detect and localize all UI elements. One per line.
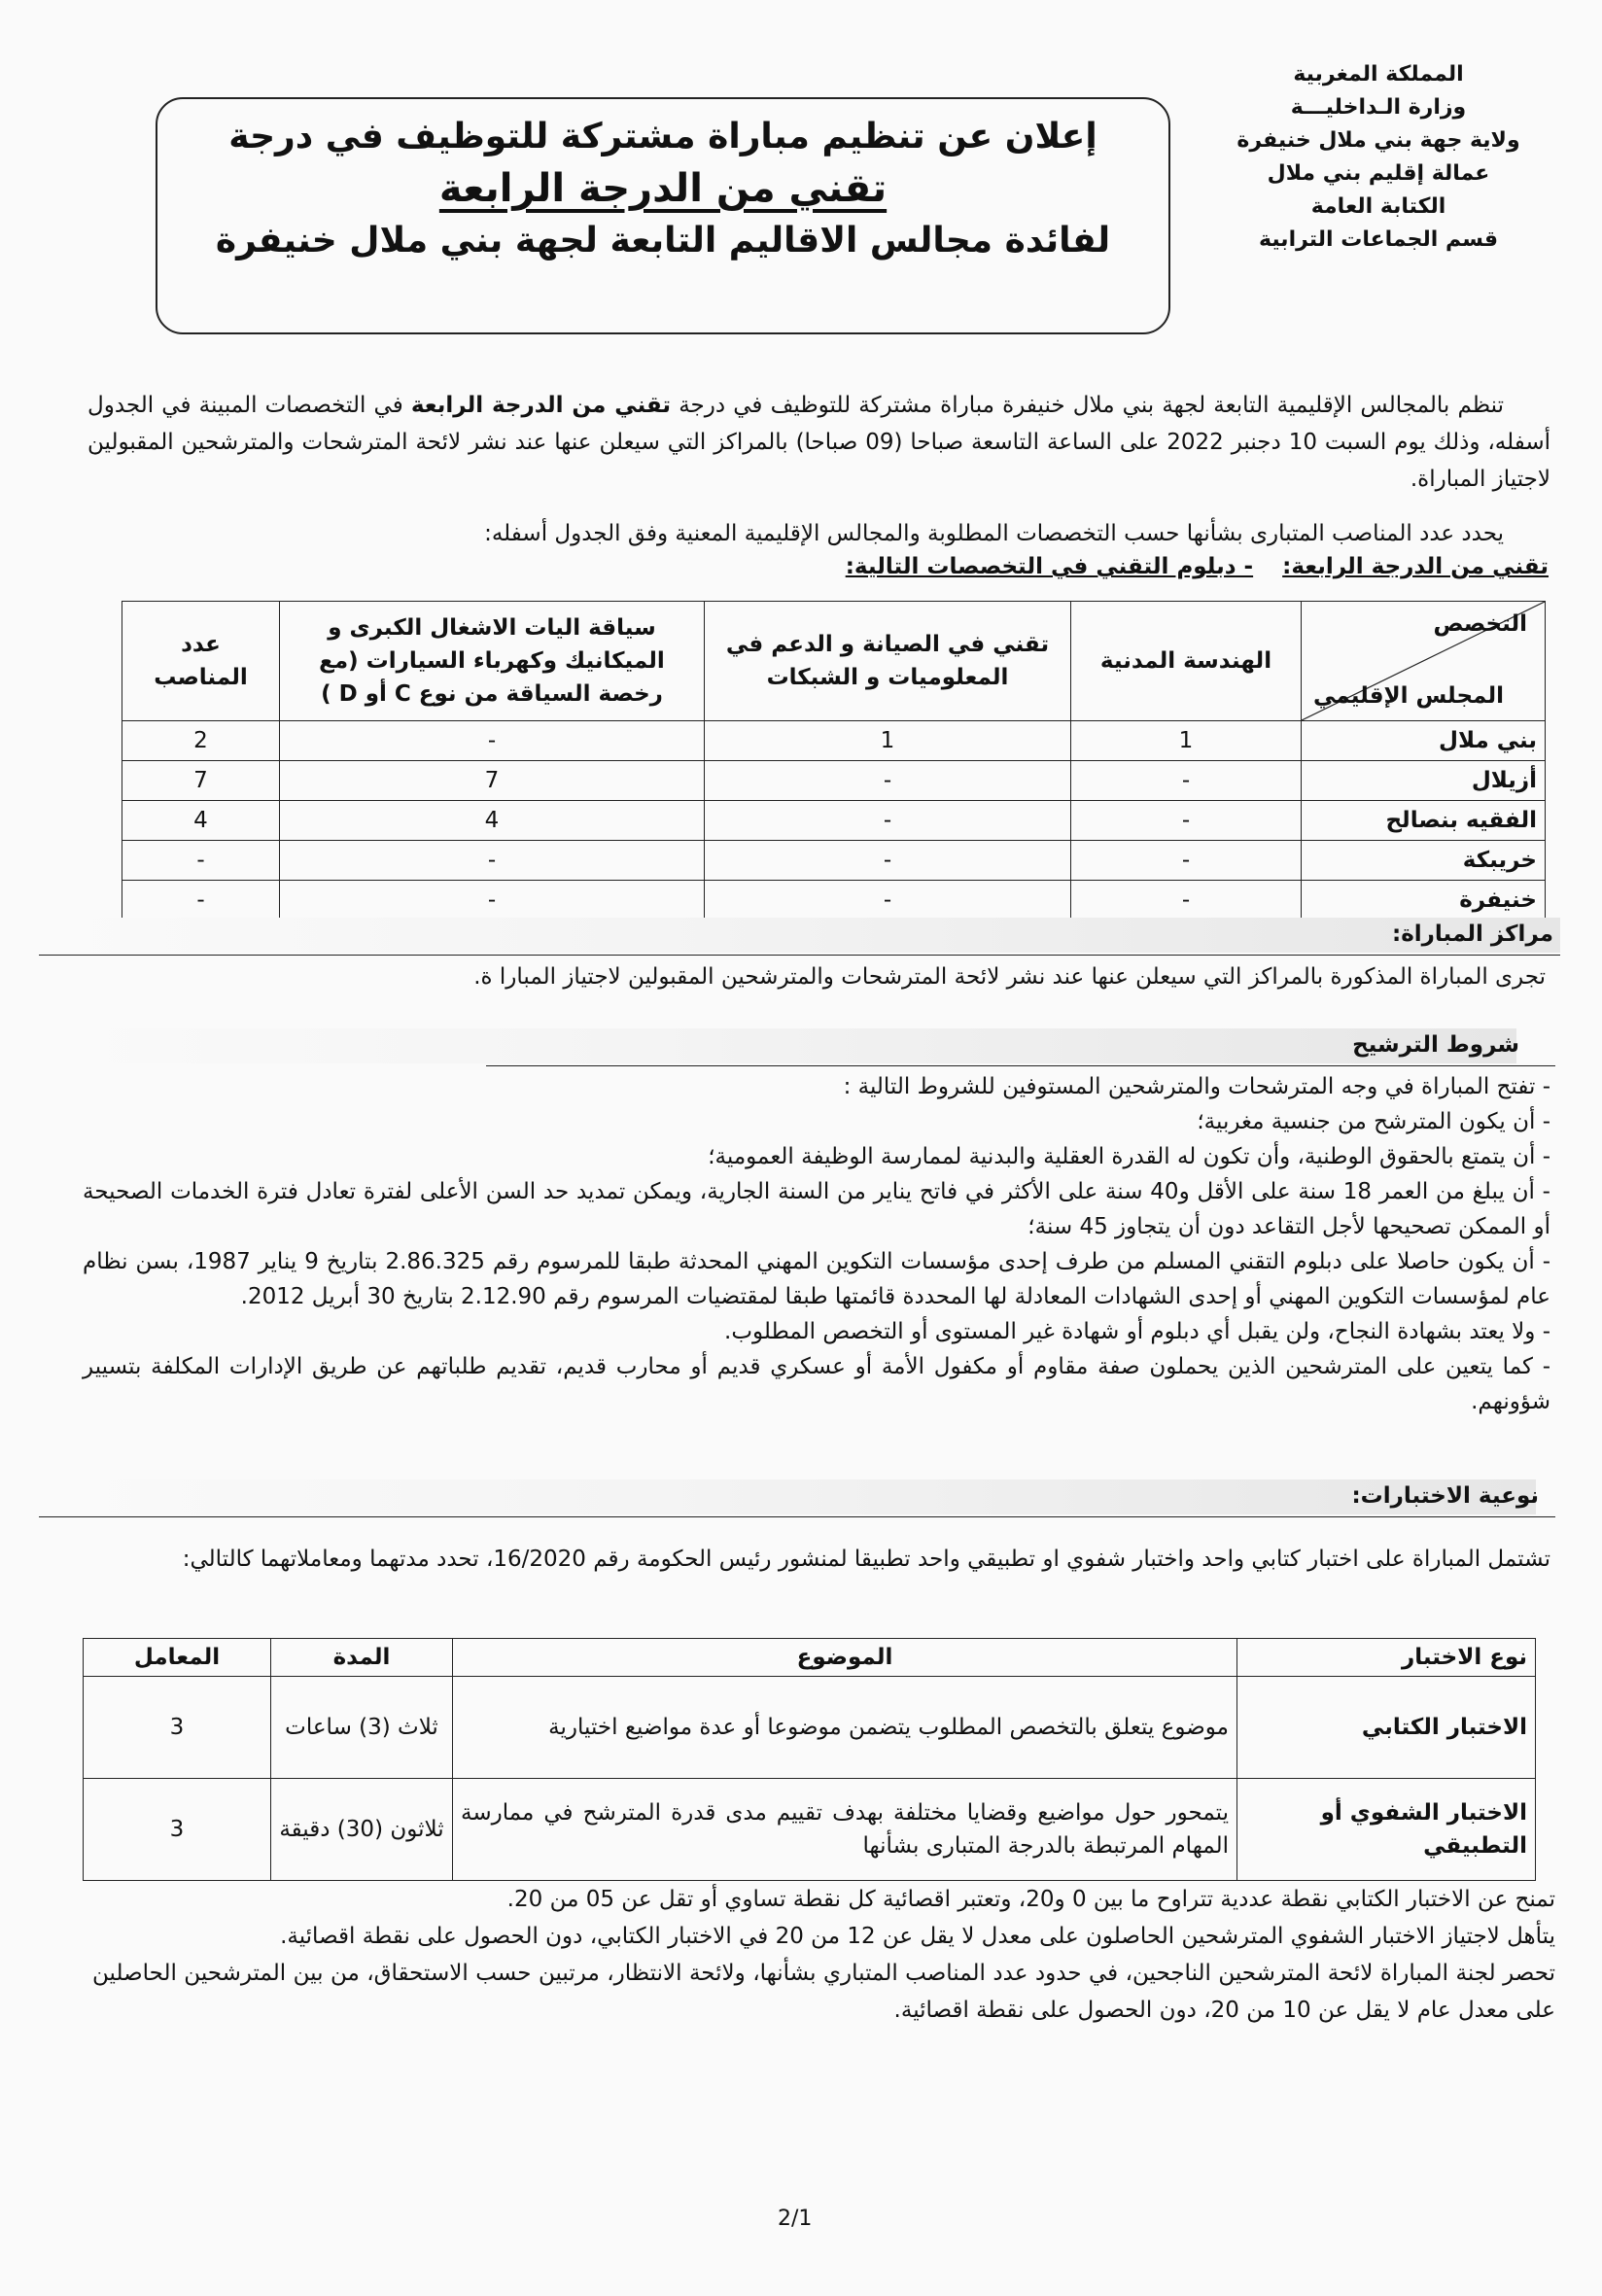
header-line: الكتابة العامة bbox=[1310, 194, 1446, 219]
table-cell: - bbox=[280, 841, 705, 881]
table-cell: 1 bbox=[705, 721, 1071, 761]
table-row bbox=[84, 1779, 1536, 1881]
ministry-header bbox=[1223, 58, 1534, 257]
table-row bbox=[84, 1677, 1536, 1779]
header-line: المملكة المغربية bbox=[1293, 62, 1464, 87]
intro-paragraph bbox=[87, 387, 1550, 498]
test-type: الاختبار الشفوي أو التطبيقي bbox=[1237, 1779, 1536, 1881]
section-divider bbox=[39, 1516, 1555, 1517]
section-band bbox=[58, 1479, 1536, 1514]
section-band bbox=[58, 1028, 1516, 1063]
grade-value: - دبلوم التقني في التخصصات التالية: bbox=[845, 554, 1254, 579]
announcement-title-box bbox=[156, 97, 1170, 334]
title-line-1: إعلان عن تنظيم مباراة مشتركة للتوظيف في درجة bbox=[228, 117, 1097, 157]
table-cell: - bbox=[705, 801, 1071, 841]
table-cell: 1 bbox=[1071, 721, 1302, 761]
condition-item: - تفتح المباراة في وجه المترشحات والمترشحين المستوفين للشروط التالية : bbox=[843, 1074, 1550, 1099]
condition-item: - ولا يعتد بشهادة النجاح، ولن يقبل أي دبلوم أو شهادة غير المستوى أو التخصص المطلوب. bbox=[724, 1319, 1550, 1344]
test-duration: ثلاث (3) ساعات bbox=[271, 1677, 453, 1779]
positions-paragraph: يحدد عدد المناصب المتبارى بشأنها حسب التخصصات المطلوبة والمجالس الإقليمية المعنية وفق الجدول أسفله: bbox=[484, 521, 1504, 546]
table-cell: - bbox=[122, 881, 280, 921]
column-header: المدة bbox=[271, 1639, 453, 1677]
test-coefficient: 3 bbox=[84, 1677, 271, 1779]
intro-text-cont: في التخصصات المبينة في الجدول أسفله، وذلك يوم السبت 10 دجنبر 2022 على الساعة التاسعة صباحا (09 صباحا) بالمراكز التي سيعلن عنها عند نشر لائحة المترشحات والمترشحين المقبولين لاجتياز المباراة. bbox=[87, 393, 1551, 492]
column-header: الموضوع bbox=[453, 1639, 1237, 1677]
table-cell: 7 bbox=[122, 761, 280, 801]
test-subject: موضوع يتعلق بالتخصص المطلوب يتضمن موضوعا أو عدة مواضيع اختيارية bbox=[453, 1677, 1237, 1779]
grade-line bbox=[846, 554, 1549, 579]
grading-paragraph: يتأهل لاجتياز الاختبار الشفوي المترشحين الحاصلون على معدل لا يقل عن 12 من 20 في الاختبار الكتابي، دون الحصول على نقطة اقصائية. bbox=[280, 1924, 1555, 1949]
column-header: الهندسة المدنية bbox=[1071, 602, 1302, 721]
table-row bbox=[122, 721, 1546, 761]
table-cell: - bbox=[705, 841, 1071, 881]
table-header-row bbox=[122, 602, 1546, 721]
condition-item: - أن يتمتع بالحقوق الوطنية، وأن تكون له القدرة العقلية والبدنية لممارسة الوظيفة العمومية؛ bbox=[708, 1144, 1550, 1169]
condition-item: - أن يكون المترشح من جنسية مغربية؛ bbox=[1197, 1109, 1550, 1134]
header-line: ولاية جهة بني ملال خنيفرة bbox=[1236, 128, 1520, 153]
section-divider bbox=[39, 955, 1560, 956]
grading-section bbox=[92, 1881, 1555, 2029]
table-cell: - bbox=[1071, 881, 1302, 921]
grading-paragraph: تمنح عن الاختبار الكتابي نقطة عددية تتراوح ما بين 0 و20، وتعتبر اقصائية كل نقطة تساوي أو تقل عن 05 من 20. bbox=[506, 1887, 1555, 1912]
column-header: المعامل bbox=[84, 1639, 271, 1677]
tests-intro: تشتمل المباراة على اختبار كتابي واحد واختبار شفوي او تطبيقي واحد تطبيقا لمنشور رئيس الحكومة رقم 16/2020، تحدد مدتهما ومعاملاتهما كالتالي: bbox=[182, 1547, 1550, 1572]
grade-label: تقني من الدرجة الرابعة: bbox=[1282, 554, 1549, 579]
council-name: الفقيه بنصالح bbox=[1302, 801, 1546, 841]
table-cell: - bbox=[1071, 801, 1302, 841]
tests-table bbox=[83, 1638, 1536, 1881]
section-divider bbox=[486, 1065, 1555, 1066]
column-header: سياقة اليات الاشغال الكبرى و الميكانيك وكهرباء السيارات (مع رخصة السياقة من نوع C أو D ) bbox=[280, 602, 705, 721]
test-coefficient: 3 bbox=[84, 1779, 271, 1881]
diagonal-header-cell bbox=[1302, 602, 1546, 721]
intro-text: تنظم بالمجالس الإقليمية التابعة لجهة بني ملال خنيفرة مباراة مشتركة للتوظيف في درجة bbox=[671, 393, 1504, 418]
header-line: عمالة إقليم بني ملال bbox=[1267, 161, 1490, 186]
table-cell: - bbox=[705, 881, 1071, 921]
header-line: وزارة الـداخليـــة bbox=[1290, 95, 1467, 120]
table-cell: - bbox=[122, 841, 280, 881]
table-cell: - bbox=[705, 761, 1071, 801]
table-cell: - bbox=[1071, 841, 1302, 881]
condition-item: - كما يتعين على المترشحين الذين يحملون صفة مقاوم أو مكفول الأمة أو عسكري قديم أو محارب قديم، تقديم طلباتهم عن طريق الإدارات المكلفة بتسيير شؤونهم. bbox=[83, 1354, 1550, 1414]
grading-paragraph: تحصر لجنة المباراة لائحة المترشحين الناجحين، في حدود عدد المناصب المتباري بشأنها، ولائحة الانتظار، مرتبين حسب الاستحقاق، من بين المترشحين الحاصلين على معدل عام لا يقل عن 10 من 20، دون الحصول على نقطة اقصائية. bbox=[92, 1961, 1555, 2023]
council-name: بني ملال bbox=[1302, 721, 1546, 761]
conditions-list bbox=[83, 1069, 1550, 1419]
header-line: قسم الجماعات الترابية bbox=[1258, 227, 1499, 252]
specialties-table bbox=[122, 601, 1546, 921]
table-cell: 4 bbox=[122, 801, 280, 841]
council-name: خريبكة bbox=[1302, 841, 1546, 881]
column-header: نوع الاختبار bbox=[1237, 1639, 1536, 1677]
table-cell: - bbox=[280, 881, 705, 921]
title-line-2: تقني من الدرجة الرابعة bbox=[438, 166, 888, 211]
condition-item: - أن يبلغ من العمر 18 سنة على الأقل و40 سنة على الأكثر في فاتح يناير من السنة الجارية، ويمكن تمديد حد السن الأعلى لفترة تعادل فترة الخدمات الصحيحة أو الممكن تصحيحها لأجل التقاعد دون أن يتجاوز 45 سنة؛ bbox=[83, 1179, 1550, 1239]
table-row bbox=[122, 881, 1546, 921]
corner-specialty-label: التخصص bbox=[1433, 611, 1527, 637]
council-name: أزيلال bbox=[1302, 761, 1546, 801]
tests-heading: نوعية الاختبارات: bbox=[1351, 1483, 1539, 1509]
title-line-3: لفائدة مجالس الاقاليم التابعة لجهة بني ملال خنيفرة bbox=[215, 221, 1111, 261]
page-number: 2/1 bbox=[778, 2207, 813, 2231]
corner-council-label: المجلس الإقليمي bbox=[1313, 683, 1504, 709]
column-header: تقني في الصيانة و الدعم في المعلوميات و الشبكات bbox=[705, 602, 1071, 721]
section-band bbox=[39, 918, 1560, 953]
test-type: الاختبار الكتابي bbox=[1237, 1677, 1536, 1779]
table-cell: 2 bbox=[122, 721, 280, 761]
table-cell: - bbox=[280, 721, 705, 761]
conditions-heading: شروط الترشيح bbox=[1352, 1032, 1519, 1058]
test-subject: يتمحور حول مواضيع وقضايا مختلفة بهدف تقييم مدى قدرة المترشح في ممارسة المهام المرتبطة بالدرجة المتبارى بشأنها bbox=[453, 1779, 1237, 1881]
table-cell: - bbox=[1071, 761, 1302, 801]
table-cell: 4 bbox=[280, 801, 705, 841]
table-row bbox=[122, 801, 1546, 841]
table-header-row bbox=[84, 1639, 1536, 1677]
table-row bbox=[122, 761, 1546, 801]
intro-grade-bold: تقني من الدرجة الرابعة bbox=[410, 393, 672, 418]
centers-heading: مراكز المباراة: bbox=[1392, 922, 1553, 947]
table-cell: 7 bbox=[280, 761, 705, 801]
centers-text: تجرى المباراة المذكورة بالمراكز التي سيعلن عنها عند نشر لائحة المترشحات والمترشحين المقبولين لاجتياز المبارا ة. bbox=[473, 964, 1546, 990]
test-duration: ثلاثون (30) دقيقة bbox=[271, 1779, 453, 1881]
council-name: خنيفرة bbox=[1302, 881, 1546, 921]
condition-item: - أن يكون حاصلا على دبلوم التقني المسلم من طرف إحدى مؤسسات التكوين المهني المحدثة طبقا للمرسوم رقم 2.86.325 بتاريخ 9 يناير 1987، بسن نظام عام لمؤسسات التكوين المهني أو إحدى الشهادات المعادلة لها المحددة قائمتها طبقا لمقتضيات المرسوم رقم 2.12.90 بتاريخ 30 أبريل 2012. bbox=[83, 1249, 1550, 1309]
table-row bbox=[122, 841, 1546, 881]
column-header: عدد المناصب bbox=[122, 602, 280, 721]
